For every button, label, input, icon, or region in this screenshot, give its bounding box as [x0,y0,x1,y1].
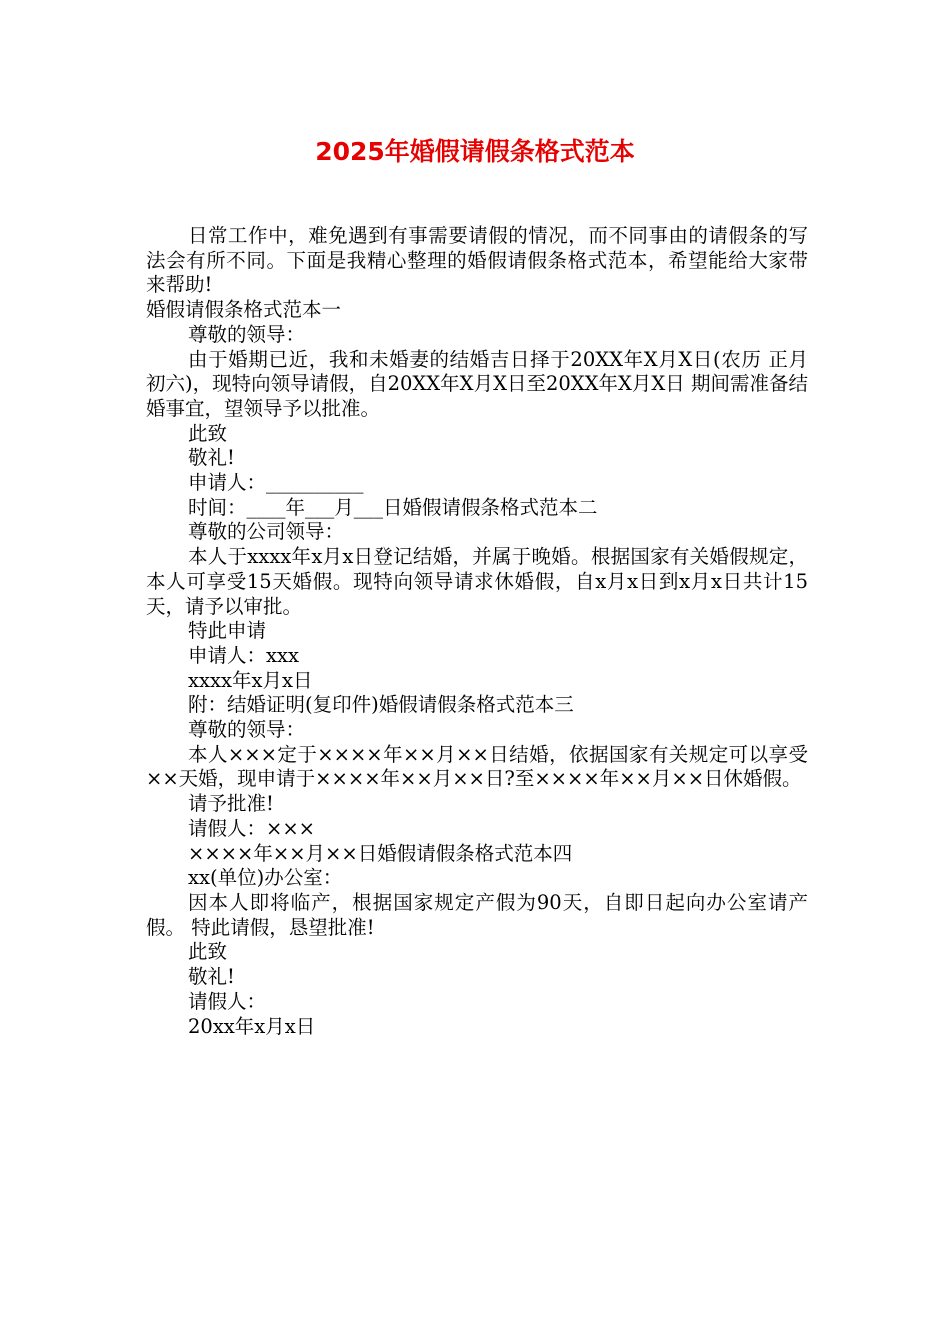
date-line: 20xx年x月x日 [188,1014,316,1038]
document-title: 2025年婚假请假条格式范本 [315,137,635,166]
closing-line: 此致 [188,940,228,964]
applicant-line: 申请人：__________ [188,471,364,495]
salutation: xx(单位)办公室： [188,866,343,890]
applicant-line: 请假人：××× [188,816,316,840]
body-paragraph: 因本人即将临产，根据国家规定产假为90天，自即日起向办公室请产假。 特此请假，恳望批准! [146,890,808,939]
date-line: xxxx年x月x日 [188,668,313,692]
date-line: 时间：____年___月___日婚假请假条格式范本二 [188,495,598,519]
body-paragraph: 由于婚期已近，我和未婚妻的结婚吉日择于20XX年X月X日(农历 正月初六)，现特向领导请假，自20XX年X月X日至20XX年X月X日 期间需准备结婚事宜，望领导予以批准。 [146,347,808,420]
closing-line: 请予批准! [188,792,274,816]
document-body [146,224,808,1039]
date-line: ××××年××月××日婚假请假条格式范本四 [188,841,573,865]
closing-line: 敬礼! [188,965,235,989]
attachment-line: 附：结婚证明(复印件)婚假请假条格式范本三 [188,693,574,717]
body-paragraph: 本人于xxxx年x月x日登记结婚，并属于晚婚。根据国家有关婚假规定，本人可享受15天婚假。现特向领导请求休婚假，自x月x日到x月x日共计15天，请予以审批。 [146,545,808,618]
closing-line: 特此申请 [188,619,267,643]
applicant-line: 申请人：xxx [188,643,299,667]
salutation: 尊敬的领导： [188,322,306,346]
intro-paragraph: 日常工作中，难免遇到有事需要请假的情况，而不同事由的请假条的写法会有所不同。下面是我精心整理的婚假请假条格式范本，希望能给大家带来帮助! [146,224,808,297]
applicant-line: 请假人： [188,989,267,1013]
closing-line: 敬礼! [188,446,235,470]
salutation: 尊敬的领导： [188,718,306,742]
section-heading-1: 婚假请假条格式范本一 [146,298,342,322]
body-paragraph: 本人×××定于××××年××月××日结婚，依据国家有关规定可以享受××天婚，现申请于××××年××月××日?至××××年××月××日休婚假。 [146,742,808,791]
salutation: 尊敬的公司领导： [188,520,345,544]
closing-line: 此致 [188,421,228,445]
